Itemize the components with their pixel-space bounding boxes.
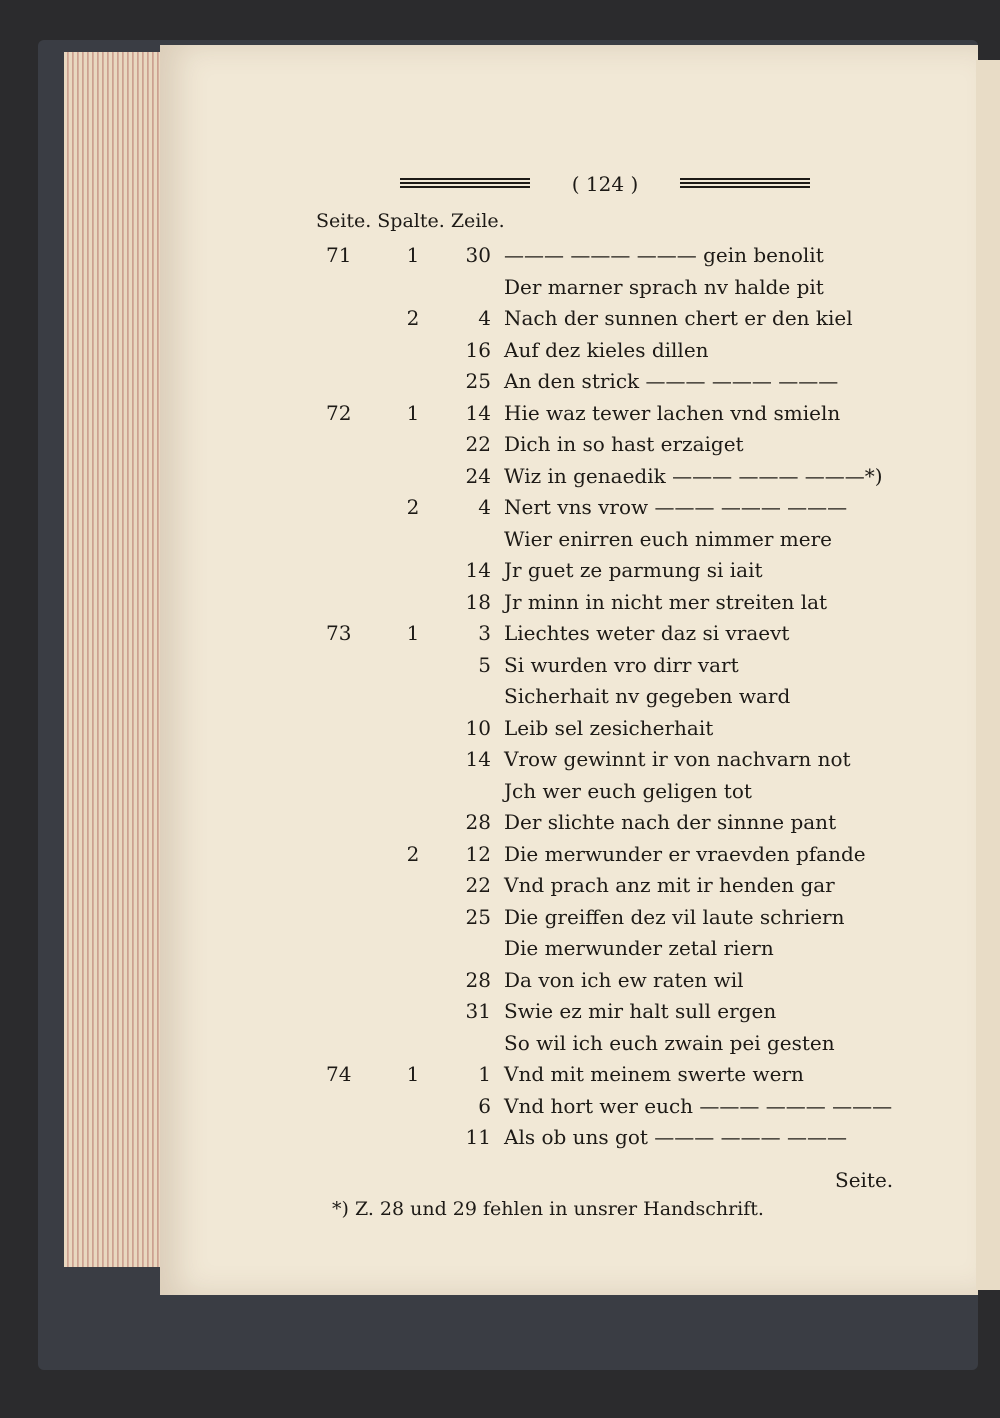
spalte-cell: 1 (406, 243, 420, 267)
verse-text: So wil ich euch zwain pei gesten (504, 1030, 835, 1055)
spalte-cell: 2 (406, 495, 420, 519)
zeile-cell: 31 (465, 999, 491, 1023)
table-row (0, 1094, 1000, 1124)
verse-text: Die merwunder er vraevden pfande (504, 841, 866, 866)
verse-text: Jch wer euch geligen tot (504, 778, 752, 803)
table-row (0, 653, 1000, 683)
verse-text: Sicherhait nv gegeben ward (504, 684, 791, 708)
page-number: ( 124 ) (571, 172, 639, 196)
seite-cell: 71 (326, 243, 352, 267)
table-row (0, 716, 1000, 746)
zeile-cell: 28 (465, 967, 491, 992)
spalte-cell: 1 (406, 621, 420, 645)
table-row (0, 1031, 1000, 1061)
spalte-cell: 1 (406, 1062, 420, 1086)
spalte-cell: 2 (406, 841, 420, 866)
verse-text: Vrow gewinnt ir von nachvarn not (504, 747, 851, 771)
header-rule-right (680, 178, 810, 188)
table-row (0, 873, 1000, 903)
zeile-cell: 14 (465, 747, 491, 771)
zeile-cell: 5 (478, 652, 491, 677)
verse-text: Als ob uns got ——— ——— ——— (504, 1125, 847, 1149)
spalte-cell: 2 (406, 306, 420, 330)
verse-text: Vnd hort wer euch ——— ——— ——— (504, 1093, 893, 1118)
column-heading: Seite. Spalte. Zeile. (316, 210, 505, 232)
table-row (0, 621, 1000, 651)
table-row (0, 464, 1000, 494)
page-header (400, 172, 810, 196)
spalte-cell: 1 (406, 400, 420, 425)
verse-text: Die merwunder zetal riern (504, 936, 774, 960)
table-row (0, 999, 1000, 1029)
verse-text: Swie ez mir halt sull ergen (504, 999, 777, 1023)
table-row (0, 495, 1000, 525)
table-row (0, 1125, 1000, 1155)
verse-text: Leib sel zesicherhait (504, 715, 714, 740)
verse-text: Si wurden vro dirr vart (504, 652, 739, 677)
zeile-cell: 16 (465, 337, 491, 362)
verse-text: ——— ——— ——— gein benolit (504, 243, 824, 267)
verse-text: Die greiffen dez vil laute schriern (504, 904, 845, 929)
table-row (0, 558, 1000, 588)
table-row (0, 306, 1000, 336)
table-row (0, 810, 1000, 840)
zeile-cell: 12 (465, 841, 491, 866)
seite-cell: 72 (326, 400, 352, 425)
table-row (0, 401, 1000, 431)
zeile-cell: 18 (465, 589, 491, 614)
verse-text: Wier enirren euch nimmer mere (504, 526, 832, 551)
zeile-cell: 4 (478, 495, 491, 519)
zeile-cell: 14 (465, 400, 491, 425)
verse-text: Dich in so hast erzaiget (504, 432, 744, 456)
zeile-cell: 3 (478, 621, 491, 645)
zeile-cell: 1 (478, 1062, 491, 1086)
table-row (0, 243, 1000, 273)
catchword: Seite. (835, 1168, 894, 1192)
verse-text: Nach der sunnen chert er den kiel (504, 306, 853, 330)
table-row (0, 369, 1000, 399)
table-row (0, 779, 1000, 809)
zeile-cell: 14 (465, 558, 491, 582)
table-row (0, 905, 1000, 935)
table-row (0, 842, 1000, 872)
table-row (0, 527, 1000, 557)
table-row (0, 747, 1000, 777)
zeile-cell: 11 (465, 1125, 491, 1149)
verse-text: Liechtes weter daz si vraevt (504, 621, 790, 645)
seite-cell: 74 (326, 1062, 352, 1086)
zeile-cell: 6 (478, 1093, 491, 1118)
zeile-cell: 22 (465, 432, 491, 456)
verse-text: Vnd mit meinem swerte wern (504, 1062, 804, 1086)
table-row (0, 432, 1000, 462)
zeile-cell: 25 (465, 369, 491, 393)
zeile-cell: 24 (465, 463, 491, 488)
table-row (0, 590, 1000, 620)
verse-text: Hie waz tewer lachen vnd smieln (504, 400, 841, 425)
verse-text: Jr guet ze parmung si iait (504, 558, 763, 582)
zeile-cell: 25 (465, 904, 491, 929)
seite-cell: 73 (326, 621, 352, 645)
zeile-cell: 28 (465, 810, 491, 834)
verse-text: Der marner sprach nv halde pit (504, 274, 824, 299)
verse-text: An den strick ——— ——— ——— (504, 369, 839, 393)
zeile-cell: 10 (465, 715, 491, 740)
verse-text: Auf dez kieles dillen (504, 337, 709, 362)
table-row (0, 275, 1000, 305)
table-row (0, 338, 1000, 368)
verse-text: Vnd prach anz mit ir henden gar (504, 873, 835, 897)
verse-text: Wiz in genaedik ——— ——— ———*) (504, 463, 883, 488)
verse-text: Jr minn in nicht mer streiten lat (504, 589, 828, 614)
verse-text: Nert vns vrow ——— ——— ——— (504, 495, 848, 519)
zeile-cell: 30 (465, 243, 491, 267)
zeile-cell: 4 (478, 306, 491, 330)
zeile-cell: 22 (465, 873, 491, 897)
verse-text: Da von ich ew raten wil (504, 967, 744, 992)
header-rule-left (400, 178, 530, 188)
table-row (0, 936, 1000, 966)
table-row (0, 684, 1000, 714)
footnote: *) Z. 28 und 29 fehlen in unsrer Handschrift. (332, 1198, 764, 1220)
verse-text: Der slichte nach der sinnne pant (504, 810, 837, 834)
table-row (0, 1062, 1000, 1092)
table-row (0, 968, 1000, 998)
